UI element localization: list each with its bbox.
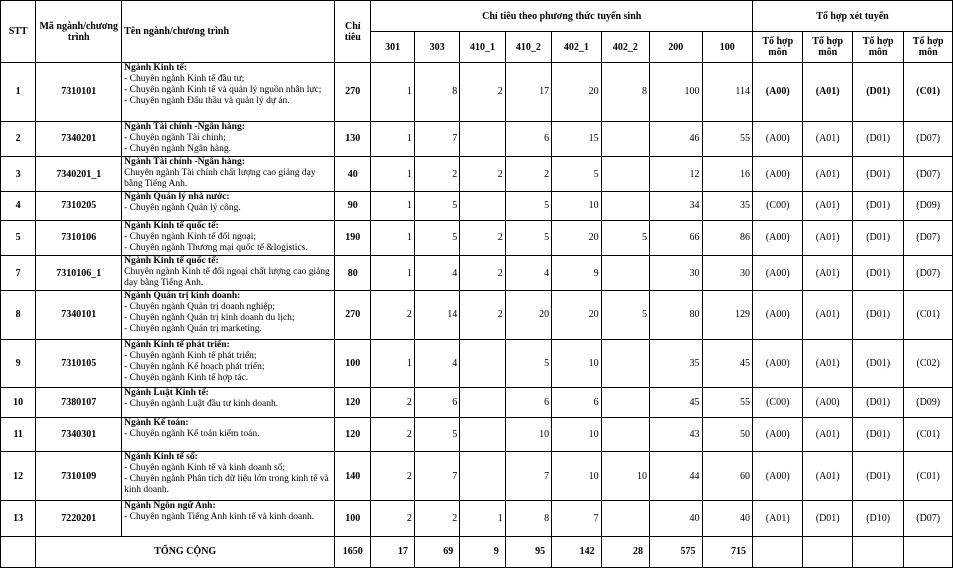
method-quota: 5 bbox=[601, 220, 649, 255]
program-code: 7340201 bbox=[36, 121, 122, 156]
method-quota: 7 bbox=[505, 451, 551, 500]
subject-combo: (D07) bbox=[904, 255, 953, 290]
subject-combo: (A00) bbox=[753, 451, 803, 500]
program-total-quota: 270 bbox=[335, 291, 371, 339]
specialization-line: - Chuyên ngành Luật đầu tư kinh doanh. bbox=[124, 399, 279, 410]
subject-combo: (A01) bbox=[803, 220, 852, 255]
totals-method-quota: 142 bbox=[552, 536, 601, 567]
method-quota: 5 bbox=[601, 291, 649, 339]
specialization-line: - Chuyên ngành Quản trị doanh nghiệp; bbox=[124, 302, 276, 313]
method-quota: 16 bbox=[702, 156, 752, 191]
subject-combo: (A00) bbox=[753, 339, 803, 387]
method-quota: 2 bbox=[371, 501, 414, 536]
table-row bbox=[1, 156, 953, 191]
method-quota: 86 bbox=[702, 220, 752, 255]
specialization-line: - Chuyên ngành Kế toán kiểm toán. bbox=[124, 429, 260, 440]
method-quota: 2 bbox=[371, 451, 414, 500]
subject-combo: (D07) bbox=[904, 501, 953, 536]
subject-combo: (D01) bbox=[852, 63, 903, 122]
subject-combo: (D01) bbox=[852, 388, 903, 418]
method-quota: 55 bbox=[702, 388, 752, 418]
row-stt: 3 bbox=[1, 156, 36, 191]
method-quota: 46 bbox=[650, 121, 702, 156]
subject-combo: (A01) bbox=[803, 451, 852, 500]
program-title: Ngành Kế toán: bbox=[124, 418, 189, 429]
method-quota: 114 bbox=[702, 63, 752, 122]
totals-grand-total: 1650 bbox=[335, 536, 371, 567]
program-description bbox=[122, 121, 335, 156]
program-title: Ngành Ngôn ngữ Anh: bbox=[124, 501, 216, 512]
totals-label: TỔNG CỘNG bbox=[36, 536, 335, 567]
header-subject-combinations: Tổ hợp xét tuyển bbox=[753, 1, 953, 32]
method-quota: 10 bbox=[601, 451, 649, 500]
specialization-line: - Chuyên ngành Quản trị kinh doanh du lịch; bbox=[124, 313, 295, 324]
subject-combo: (D01) bbox=[852, 339, 903, 387]
header-quota-by-method: Chỉ tiêu theo phương thức tuyển sinh bbox=[371, 1, 753, 32]
program-description bbox=[122, 63, 335, 122]
header-method: 402_2 bbox=[601, 32, 649, 63]
program-code: 7310109 bbox=[36, 451, 122, 500]
method-quota: 6 bbox=[505, 388, 551, 418]
program-code: 7310105 bbox=[36, 339, 122, 387]
specialization-line: Chuyên ngành Kinh tế đối ngoại chất lượng cao giảng dạy bằng Tiếng Anh. bbox=[124, 266, 330, 288]
specialization-line: - Chuyên ngành Tài chính; bbox=[124, 132, 226, 143]
program-total-quota: 80 bbox=[335, 255, 371, 290]
method-quota: 2 bbox=[371, 291, 414, 339]
row-stt: 7 bbox=[1, 255, 36, 290]
header-combo: Tổ hợp môn bbox=[904, 32, 953, 63]
subject-combo: (A00) bbox=[753, 418, 803, 451]
subject-combo: (D09) bbox=[904, 388, 953, 418]
subject-combo: (C02) bbox=[904, 339, 953, 387]
subject-combo: (A00) bbox=[753, 291, 803, 339]
program-description bbox=[122, 192, 335, 220]
specialization-line: - Chuyên ngành Kinh tế đối ngoại; bbox=[124, 231, 257, 242]
method-quota: 1 bbox=[371, 156, 414, 191]
row-stt: 1 bbox=[1, 63, 36, 122]
totals-empty-cell bbox=[904, 536, 953, 567]
method-quota: 1 bbox=[371, 192, 414, 220]
subject-combo: (D01) bbox=[852, 451, 903, 500]
method-quota: 10 bbox=[552, 339, 601, 387]
subject-combo: (A01) bbox=[803, 291, 852, 339]
subject-combo: (A01) bbox=[753, 501, 803, 536]
program-description bbox=[122, 388, 335, 418]
method-quota bbox=[601, 192, 649, 220]
subject-combo: (D10) bbox=[852, 501, 903, 536]
table-row bbox=[1, 121, 953, 156]
program-description bbox=[122, 291, 335, 339]
totals-empty-cell bbox=[1, 536, 36, 567]
method-quota bbox=[460, 339, 505, 387]
specialization-line: - Chuyên ngành Ngân hàng. bbox=[124, 143, 231, 154]
subject-combo: (D01) bbox=[852, 418, 903, 451]
method-quota: 45 bbox=[702, 339, 752, 387]
specialization-line: - Chuyên ngành Kinh tế hợp tác. bbox=[124, 372, 249, 383]
totals-empty-cell bbox=[753, 536, 803, 567]
program-total-quota: 190 bbox=[335, 220, 371, 255]
method-quota: 35 bbox=[650, 339, 702, 387]
program-title: Ngành Tài chính -Ngân hàng: bbox=[124, 156, 245, 167]
program-title: Ngành Kinh tế số: bbox=[124, 451, 198, 462]
header-stt: STT bbox=[1, 1, 36, 63]
program-description bbox=[122, 418, 335, 451]
method-quota bbox=[601, 156, 649, 191]
specialization-line: - Chuyên ngành Kinh tế đầu tư; bbox=[124, 74, 245, 84]
subject-combo: (A01) bbox=[803, 255, 852, 290]
method-quota: 2 bbox=[371, 418, 414, 451]
method-quota: 50 bbox=[702, 418, 752, 451]
program-code: 7310106_1 bbox=[36, 255, 122, 290]
program-title: Ngành Tài chính -Ngân hàng: bbox=[124, 121, 245, 132]
program-title: Ngành Kinh tế phát triển: bbox=[124, 339, 230, 350]
subject-combo: (D01) bbox=[852, 255, 903, 290]
subject-combo: (C00) bbox=[753, 388, 803, 418]
method-quota: 10 bbox=[552, 192, 601, 220]
method-quota bbox=[601, 255, 649, 290]
program-description bbox=[122, 255, 335, 290]
subject-combo: (A01) bbox=[803, 192, 852, 220]
method-quota: 6 bbox=[552, 388, 601, 418]
method-quota: 4 bbox=[414, 339, 459, 387]
header-method: 301 bbox=[371, 32, 414, 63]
table-body bbox=[1, 63, 953, 568]
table-row bbox=[1, 291, 953, 339]
specialization-line: - Chuyên ngành Kinh tế và quản lý nguồn nhân lực; bbox=[124, 85, 322, 95]
method-quota: 20 bbox=[552, 220, 601, 255]
row-stt: 10 bbox=[1, 388, 36, 418]
method-quota: 1 bbox=[371, 339, 414, 387]
program-description bbox=[122, 501, 335, 536]
method-quota: 5 bbox=[505, 339, 551, 387]
method-quota: 9 bbox=[552, 255, 601, 290]
method-quota: 2 bbox=[460, 63, 505, 122]
method-quota: 6 bbox=[414, 388, 459, 418]
method-quota: 2 bbox=[460, 291, 505, 339]
method-quota: 5 bbox=[414, 192, 459, 220]
totals-method-quota: 575 bbox=[650, 536, 702, 567]
totals-method-quota: 95 bbox=[505, 536, 551, 567]
method-quota: 129 bbox=[702, 291, 752, 339]
method-quota: 2 bbox=[414, 156, 459, 191]
specialization-line: Chuyên ngành Tài chính chất lượng cao giảng dạy bằng Tiếng Anh. bbox=[124, 167, 316, 189]
subject-combo: (A00) bbox=[753, 121, 803, 156]
subject-combo: (A00) bbox=[753, 156, 803, 191]
table-row bbox=[1, 501, 953, 536]
specialization-line: - Chuyên ngành Kế hoạch phát triển; bbox=[124, 361, 265, 372]
method-quota: 1 bbox=[371, 121, 414, 156]
program-total-quota: 120 bbox=[335, 418, 371, 451]
row-stt: 9 bbox=[1, 339, 36, 387]
method-quota: 40 bbox=[702, 501, 752, 536]
specialization-line: - Chuyên ngành Tiếng Anh kinh tế và kinh doanh. bbox=[124, 512, 315, 523]
row-stt: 11 bbox=[1, 418, 36, 451]
subject-combo: (D01) bbox=[852, 192, 903, 220]
program-description bbox=[122, 339, 335, 387]
method-quota: 20 bbox=[552, 291, 601, 339]
totals-method-quota: 715 bbox=[702, 536, 752, 567]
subject-combo: (C01) bbox=[904, 418, 953, 451]
method-quota: 7 bbox=[414, 451, 459, 500]
specialization-line: - Chuyên ngành Kinh tế và kinh doanh số; bbox=[124, 462, 286, 473]
method-quota: 5 bbox=[552, 156, 601, 191]
subject-combo: (C01) bbox=[904, 63, 953, 122]
method-quota: 1 bbox=[371, 63, 414, 122]
header-method: 200 bbox=[650, 32, 702, 63]
row-stt: 12 bbox=[1, 451, 36, 500]
header-program-name: Tên ngành/chương trình bbox=[122, 1, 335, 63]
header-method: 410_1 bbox=[460, 32, 505, 63]
method-quota: 7 bbox=[414, 121, 459, 156]
method-quota: 6 bbox=[505, 121, 551, 156]
specialization-line: - Chuyên ngành Quản trị marketing. bbox=[124, 324, 262, 335]
program-code: 7310101 bbox=[36, 63, 122, 122]
specialization-line: - Chuyên ngành Đấu thầu và quản lý dự án. bbox=[124, 96, 290, 106]
program-total-quota: 120 bbox=[335, 388, 371, 418]
method-quota: 40 bbox=[650, 501, 702, 536]
totals-method-quota: 28 bbox=[601, 536, 649, 567]
table-row bbox=[1, 451, 953, 500]
header-combo: Tổ hợp môn bbox=[852, 32, 903, 63]
program-code: 7310106 bbox=[36, 220, 122, 255]
method-quota: 55 bbox=[702, 121, 752, 156]
program-code: 7340201_1 bbox=[36, 156, 122, 191]
method-quota: 1 bbox=[371, 255, 414, 290]
header-method: 303 bbox=[414, 32, 459, 63]
header-code: Mã ngành/chương trình bbox=[36, 1, 122, 63]
header-method: 402_1 bbox=[552, 32, 601, 63]
totals-method-quota: 69 bbox=[414, 536, 459, 567]
method-quota: 20 bbox=[505, 291, 551, 339]
method-quota: 2 bbox=[460, 255, 505, 290]
program-code: 7380107 bbox=[36, 388, 122, 418]
program-total-quota: 40 bbox=[335, 156, 371, 191]
method-quota: 2 bbox=[371, 388, 414, 418]
header-method: 100 bbox=[702, 32, 752, 63]
program-total-quota: 100 bbox=[335, 501, 371, 536]
header-combo: Tổ hợp môn bbox=[803, 32, 852, 63]
method-quota bbox=[460, 121, 505, 156]
method-quota: 5 bbox=[414, 220, 459, 255]
program-title: Ngành Kinh tế quốc tế: bbox=[124, 220, 219, 231]
method-quota bbox=[601, 121, 649, 156]
method-quota bbox=[460, 418, 505, 451]
method-quota bbox=[601, 388, 649, 418]
program-title: Ngành Kinh tế quốc tế: bbox=[124, 255, 219, 266]
specialization-line: - Chuyên ngành Kinh tế phát triển; bbox=[124, 350, 257, 361]
method-quota: 30 bbox=[702, 255, 752, 290]
table-row bbox=[1, 388, 953, 418]
program-title: Ngành Luật Kinh tế: bbox=[124, 388, 209, 399]
method-quota: 12 bbox=[650, 156, 702, 191]
method-quota bbox=[601, 339, 649, 387]
method-quota: 15 bbox=[552, 121, 601, 156]
subject-combo: (D01) bbox=[852, 220, 903, 255]
specialization-line: - Chuyên ngành Phân tích dữ liệu lớn trong kinh tế và kinh doanh. bbox=[124, 473, 329, 495]
row-stt: 8 bbox=[1, 291, 36, 339]
header-combo: Tổ hợp môn bbox=[753, 32, 803, 63]
method-quota bbox=[460, 192, 505, 220]
program-code: 7340301 bbox=[36, 418, 122, 451]
program-code: 7310205 bbox=[36, 192, 122, 220]
method-quota: 66 bbox=[650, 220, 702, 255]
method-quota: 10 bbox=[505, 418, 551, 451]
totals-row bbox=[1, 536, 953, 567]
subject-combo: (A01) bbox=[803, 156, 852, 191]
method-quota: 8 bbox=[414, 63, 459, 122]
method-quota: 100 bbox=[650, 63, 702, 122]
method-quota: 80 bbox=[650, 291, 702, 339]
table-row bbox=[1, 220, 953, 255]
subject-combo: (D01) bbox=[803, 501, 852, 536]
method-quota: 14 bbox=[414, 291, 459, 339]
program-total-quota: 270 bbox=[335, 63, 371, 122]
method-quota: 8 bbox=[505, 501, 551, 536]
header-method: 410_2 bbox=[505, 32, 551, 63]
row-stt: 4 bbox=[1, 192, 36, 220]
method-quota: 5 bbox=[414, 418, 459, 451]
subject-combo: (A01) bbox=[803, 121, 852, 156]
method-quota: 1 bbox=[371, 220, 414, 255]
method-quota: 35 bbox=[702, 192, 752, 220]
method-quota: 1 bbox=[460, 501, 505, 536]
subject-combo: (A00) bbox=[753, 220, 803, 255]
method-quota: 60 bbox=[702, 451, 752, 500]
subject-combo: (D01) bbox=[852, 291, 903, 339]
header-total-quota: Chỉ tiêu bbox=[335, 1, 371, 63]
method-quota: 8 bbox=[601, 63, 649, 122]
program-total-quota: 100 bbox=[335, 339, 371, 387]
table-row bbox=[1, 339, 953, 387]
program-total-quota: 140 bbox=[335, 451, 371, 500]
table-row bbox=[1, 418, 953, 451]
subject-combo: (D09) bbox=[904, 192, 953, 220]
program-code: 7340101 bbox=[36, 291, 122, 339]
subject-combo: (D07) bbox=[904, 156, 953, 191]
method-quota bbox=[601, 418, 649, 451]
subject-combo: (A01) bbox=[803, 339, 852, 387]
subject-combo: (C00) bbox=[753, 192, 803, 220]
method-quota: 20 bbox=[552, 63, 601, 122]
method-quota: 4 bbox=[414, 255, 459, 290]
method-quota: 45 bbox=[650, 388, 702, 418]
method-quota: 30 bbox=[650, 255, 702, 290]
program-title: Ngành Kinh tế: bbox=[124, 63, 187, 73]
program-description bbox=[122, 220, 335, 255]
subject-combo: (D01) bbox=[852, 156, 903, 191]
program-total-quota: 130 bbox=[335, 121, 371, 156]
method-quota: 5 bbox=[505, 192, 551, 220]
method-quota: 2 bbox=[505, 156, 551, 191]
method-quota: 5 bbox=[505, 220, 551, 255]
program-title: Ngành Quản trị kinh doanh: bbox=[124, 291, 241, 302]
program-description bbox=[122, 156, 335, 191]
method-quota: 2 bbox=[414, 501, 459, 536]
subject-combo: (A00) bbox=[753, 255, 803, 290]
totals-empty-cell bbox=[852, 536, 903, 567]
totals-empty-cell bbox=[803, 536, 852, 567]
subject-combo: (D07) bbox=[904, 121, 953, 156]
method-quota: 34 bbox=[650, 192, 702, 220]
totals-method-quota: 17 bbox=[371, 536, 414, 567]
row-stt: 5 bbox=[1, 220, 36, 255]
method-quota: 43 bbox=[650, 418, 702, 451]
method-quota bbox=[460, 388, 505, 418]
specialization-line: - Chuyên ngành Thương mại quốc tế &logistics. bbox=[124, 242, 308, 253]
row-stt: 2 bbox=[1, 121, 36, 156]
method-quota: 2 bbox=[460, 156, 505, 191]
table-row bbox=[1, 63, 953, 122]
specialization-line: - Chuyên ngành Quản lý công. bbox=[124, 203, 241, 214]
subject-combo: (A00) bbox=[803, 388, 852, 418]
program-code: 7220201 bbox=[36, 501, 122, 536]
program-title: Ngành Quản lý nhà nước: bbox=[124, 192, 230, 203]
method-quota: 44 bbox=[650, 451, 702, 500]
subject-combo: (D01) bbox=[852, 121, 903, 156]
method-quota: 10 bbox=[552, 418, 601, 451]
subject-combo: (C01) bbox=[904, 291, 953, 339]
program-description bbox=[122, 451, 335, 500]
table-row bbox=[1, 192, 953, 220]
method-quota bbox=[601, 501, 649, 536]
method-quota bbox=[460, 451, 505, 500]
program-total-quota: 90 bbox=[335, 192, 371, 220]
method-quota: 17 bbox=[505, 63, 551, 122]
subject-combo: (A00) bbox=[753, 63, 803, 122]
row-stt: 13 bbox=[1, 501, 36, 536]
totals-method-quota: 9 bbox=[460, 536, 505, 567]
table-row bbox=[1, 255, 953, 290]
subject-combo: (A01) bbox=[803, 418, 852, 451]
method-quota: 4 bbox=[505, 255, 551, 290]
method-quota: 7 bbox=[552, 501, 601, 536]
subject-combo: (D07) bbox=[904, 220, 953, 255]
method-quota: 10 bbox=[552, 451, 601, 500]
method-quota: 2 bbox=[460, 220, 505, 255]
subject-combo: (A01) bbox=[803, 63, 852, 122]
subject-combo: (C01) bbox=[904, 451, 953, 500]
